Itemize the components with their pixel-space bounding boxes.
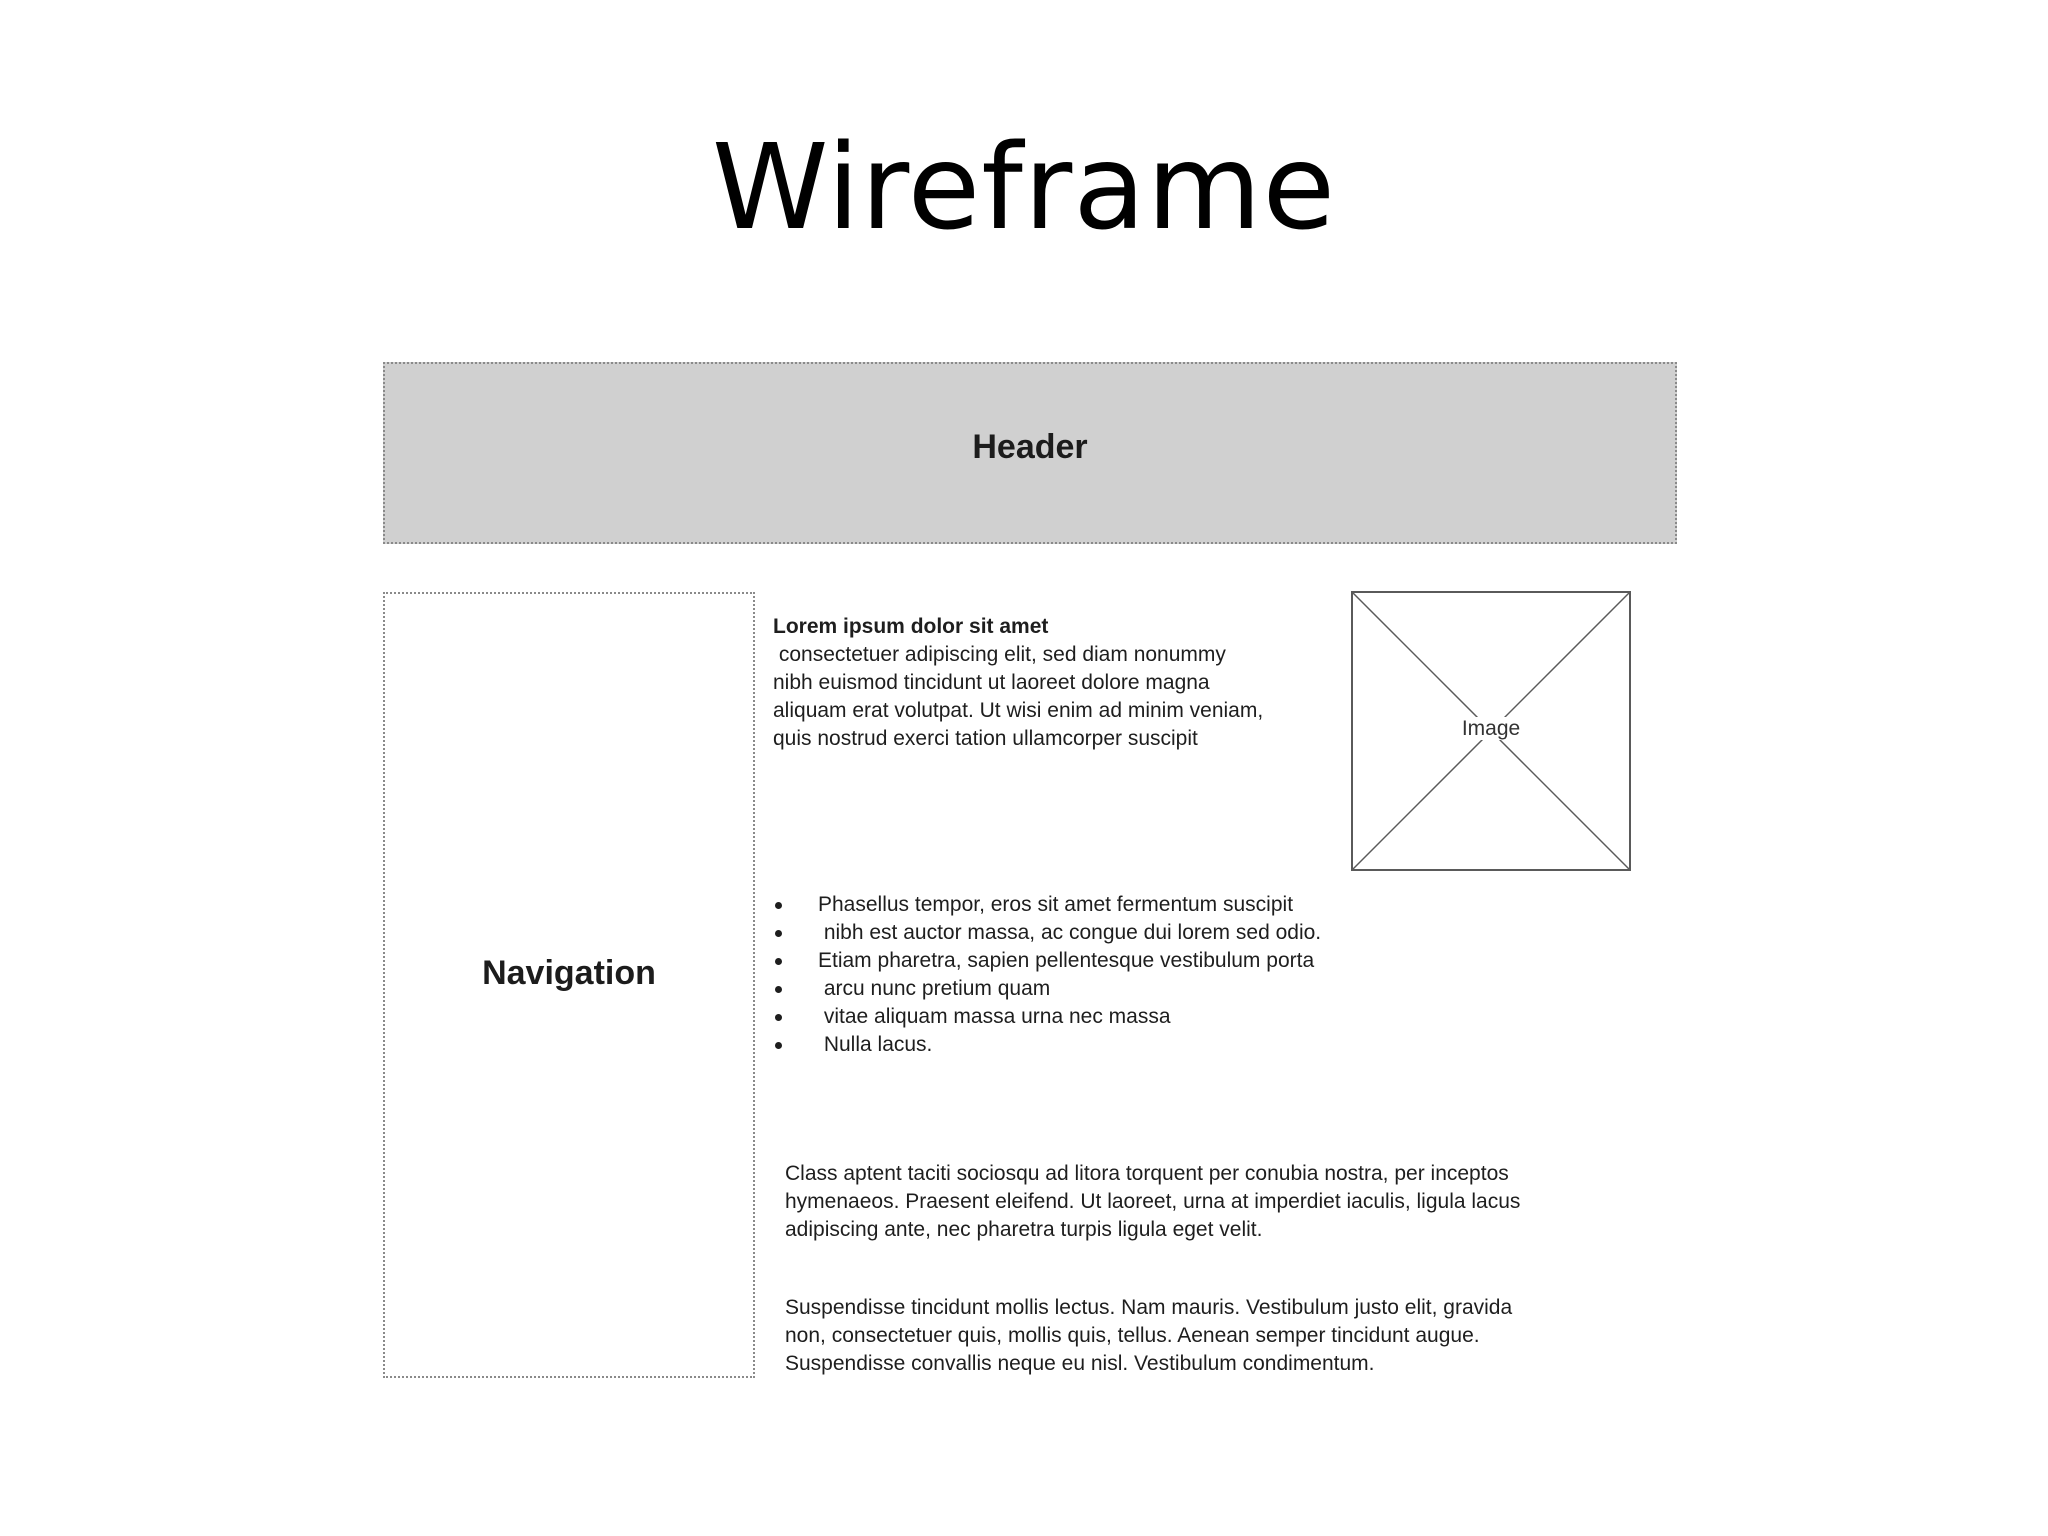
bullet-item [773, 975, 1321, 1003]
paragraph-line: Suspendisse tincidunt mollis lectus. Nam mauris. Vestibulum justo elit, gravida [785, 1296, 1513, 1319]
bullet-dot-icon [775, 902, 782, 909]
bullet-dot-icon [775, 958, 782, 965]
navigation-placeholder [383, 592, 755, 1378]
intro-text-block [773, 613, 1333, 753]
paragraph-line: non, consectetuer quis, mollis quis, tellus. Aenean semper tincidunt augue. [785, 1324, 1480, 1347]
body-paragraph [785, 1294, 1645, 1378]
bullet-text: nibh est auctor massa, ac congue dui lorem sed odio. [818, 921, 1322, 944]
bullet-text: arcu nunc pretium quam [818, 977, 1051, 1000]
bullet-dot-icon [775, 1042, 782, 1049]
bullet-item [773, 1031, 1321, 1059]
bullet-text: Etiam pharetra, sapien pellentesque vestibulum porta [818, 949, 1315, 972]
bullet-item [773, 919, 1321, 947]
bullet-dot-icon [775, 930, 782, 937]
bullet-item [773, 891, 1321, 919]
slide-title: Wireframe [711, 118, 1337, 256]
paragraph-line: Class aptent taciti sociosqu ad litora torquent per conubia nostra, per inceptos [785, 1162, 1509, 1185]
bullet-dot-icon [775, 1014, 782, 1021]
image-placeholder-label: Image [1461, 717, 1521, 740]
intro-line: nibh euismod tincidunt ut laoreet dolore magna [773, 671, 1210, 694]
intro-line: aliquam erat volutpat. Ut wisi enim ad minim veniam, [773, 699, 1264, 722]
navigation-label: Navigation [482, 953, 656, 992]
header-placeholder [383, 362, 1677, 544]
intro-heading: Lorem ipsum dolor sit amet [773, 615, 1049, 638]
bullet-text: Nulla lacus. [818, 1033, 933, 1056]
bullet-item [773, 1003, 1321, 1031]
bullet-list [773, 891, 1321, 1059]
bullet-text: Phasellus tempor, eros sit amet fermentum suscipit [818, 893, 1294, 916]
bullet-text: vitae aliquam massa urna nec massa [818, 1005, 1171, 1028]
paragraph-line: adipiscing ante, nec pharetra turpis ligula eget velit. [785, 1218, 1263, 1241]
intro-line: quis nostrud exerci tation ullamcorper suscipit [773, 727, 1198, 750]
intro-line: consectetuer adipiscing elit, sed diam nonummy [773, 643, 1226, 666]
paragraph-line: hymenaeos. Praesent eleifend. Ut laoreet, urna at imperdiet iaculis, ligula lacus [785, 1190, 1521, 1213]
image-placeholder [1351, 591, 1631, 871]
bullet-item [773, 947, 1321, 975]
image-placeholder-label-wrap [1353, 717, 1629, 741]
body-paragraph [785, 1160, 1645, 1244]
paragraph-line: Suspendisse convallis neque eu nisl. Vestibulum condimentum. [785, 1352, 1375, 1375]
header-label: Header [972, 427, 1088, 466]
bullet-dot-icon [775, 986, 782, 993]
